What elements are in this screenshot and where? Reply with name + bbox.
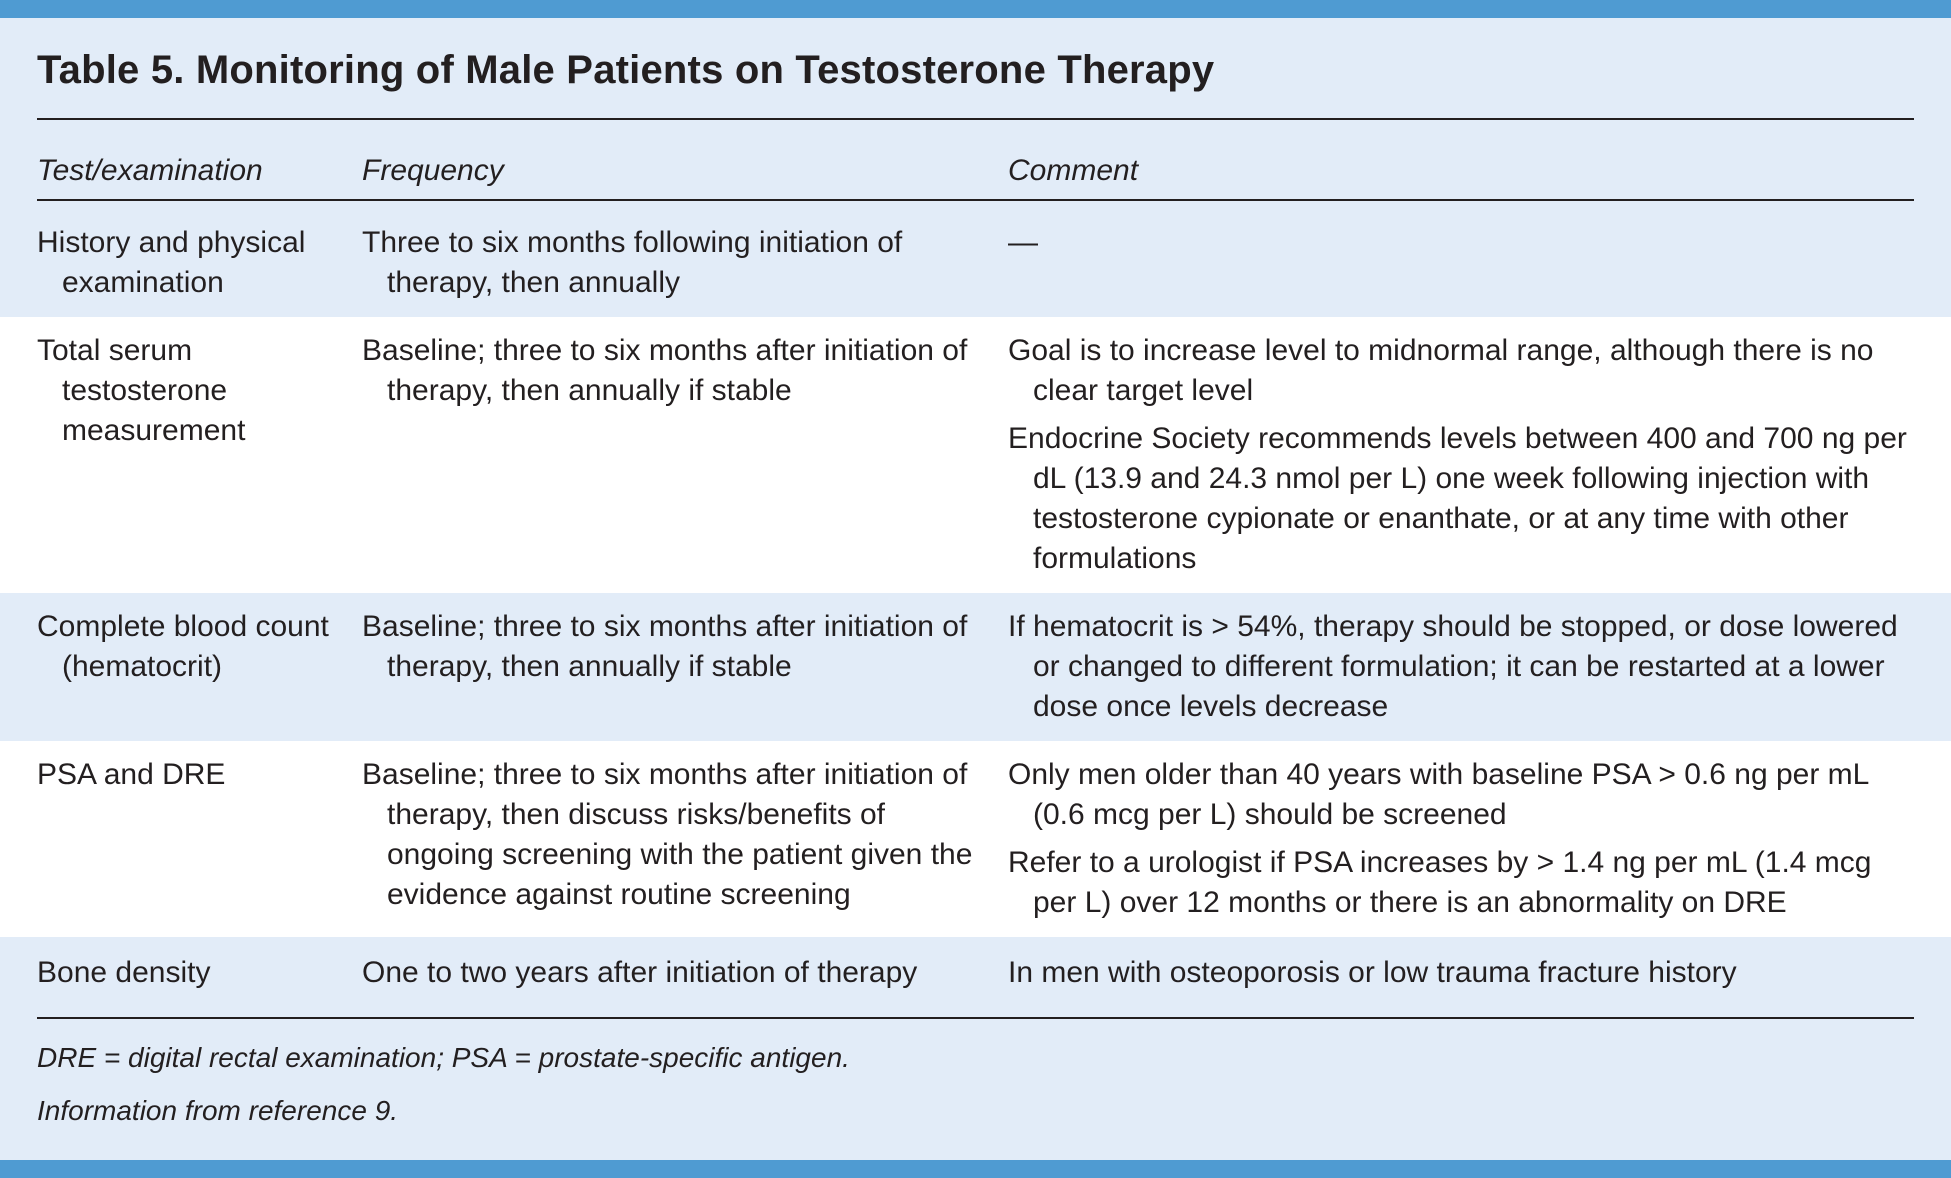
frequency-cell bbox=[362, 607, 992, 687]
frequency-text: Three to six months following initiation of therapy, then annually bbox=[362, 226, 903, 299]
frequency-cell bbox=[362, 755, 992, 915]
table-row bbox=[0, 317, 1951, 593]
source-footnote: Information from reference 9. bbox=[37, 1095, 399, 1126]
frequency-text: One to two years after initiation of therapy bbox=[362, 956, 918, 989]
comment-text: If hematocrit is > 54%, therapy should be stopped, or dose lowered or changed to different formulation; it can be restarted at a lower dose once levels decrease bbox=[1008, 610, 1898, 723]
table-title: Table 5. Monitoring of Male Patients on Testosterone Therapy bbox=[37, 48, 1215, 92]
frequency-cell bbox=[362, 223, 992, 303]
test-cell bbox=[37, 755, 357, 795]
column-header-frequency: Frequency bbox=[362, 154, 504, 187]
table-bottom-rule bbox=[37, 1017, 1914, 1019]
comment-cell bbox=[1008, 607, 1908, 727]
table-row bbox=[0, 201, 1951, 317]
test-cell bbox=[37, 223, 357, 303]
test-cell bbox=[37, 331, 337, 451]
test-text: History and physical examination bbox=[37, 226, 306, 299]
test-cell bbox=[37, 607, 357, 687]
table-row bbox=[0, 937, 1951, 1017]
comment-cell bbox=[1008, 953, 1908, 993]
comment-text: In men with osteoporosis or low trauma fracture history bbox=[1008, 956, 1737, 989]
comment-cell bbox=[1008, 755, 1908, 923]
abbreviations-footnote: DRE = digital rectal examination; PSA = prostate-specific antigen. bbox=[37, 1042, 850, 1073]
frequency-text: Baseline; three to six months after initiation of therapy, then annually if stable bbox=[362, 334, 968, 407]
test-text: Total serum testosterone measurement bbox=[37, 334, 246, 447]
comment-text: Only men older than 40 years with baseline PSA > 0.6 ng per mL (0.6 mcg per L) should be screened bbox=[1008, 758, 1869, 831]
frequency-text: Baseline; three to six months after initiation of therapy, then discuss risks/benefits of ongoing screening with the patient given the evidence against routine screening bbox=[362, 758, 973, 911]
table-row bbox=[0, 741, 1951, 937]
column-header-comment: Comment bbox=[1008, 154, 1139, 187]
frequency-cell bbox=[362, 331, 992, 411]
frequency-cell bbox=[362, 953, 992, 993]
table-row bbox=[0, 593, 1951, 741]
comment-cell bbox=[1008, 331, 1908, 579]
comment-text: Goal is to increase level to midnormal range, although there is no clear target level bbox=[1008, 334, 1874, 407]
title-rule bbox=[37, 118, 1914, 120]
comment-text: Endocrine Society recommends levels between 400 and 700 ng per dL (13.9 and 24.3 nmol per L) one week following injection with testosterone cypionate or enanthate, or at any time with other formulations bbox=[1008, 422, 1907, 575]
comment-cell bbox=[1008, 223, 1908, 263]
test-cell bbox=[37, 953, 357, 993]
comment-text: Refer to a urologist if PSA increases by > 1.4 ng per mL (1.4 mcg per L) over 12 months or there is an abnormality on DRE bbox=[1008, 846, 1872, 919]
comment-text: — bbox=[1008, 226, 1038, 259]
test-text: Complete blood count (hematocrit) bbox=[37, 610, 329, 683]
bottom-accent-bar bbox=[0, 1160, 1951, 1178]
frequency-text: Baseline; three to six months after initiation of therapy, then annually if stable bbox=[362, 610, 968, 683]
test-text: PSA and DRE bbox=[37, 758, 226, 791]
column-header-test: Test/examination bbox=[37, 154, 263, 187]
test-text: Bone density bbox=[37, 956, 211, 989]
top-accent-bar bbox=[0, 0, 1951, 18]
